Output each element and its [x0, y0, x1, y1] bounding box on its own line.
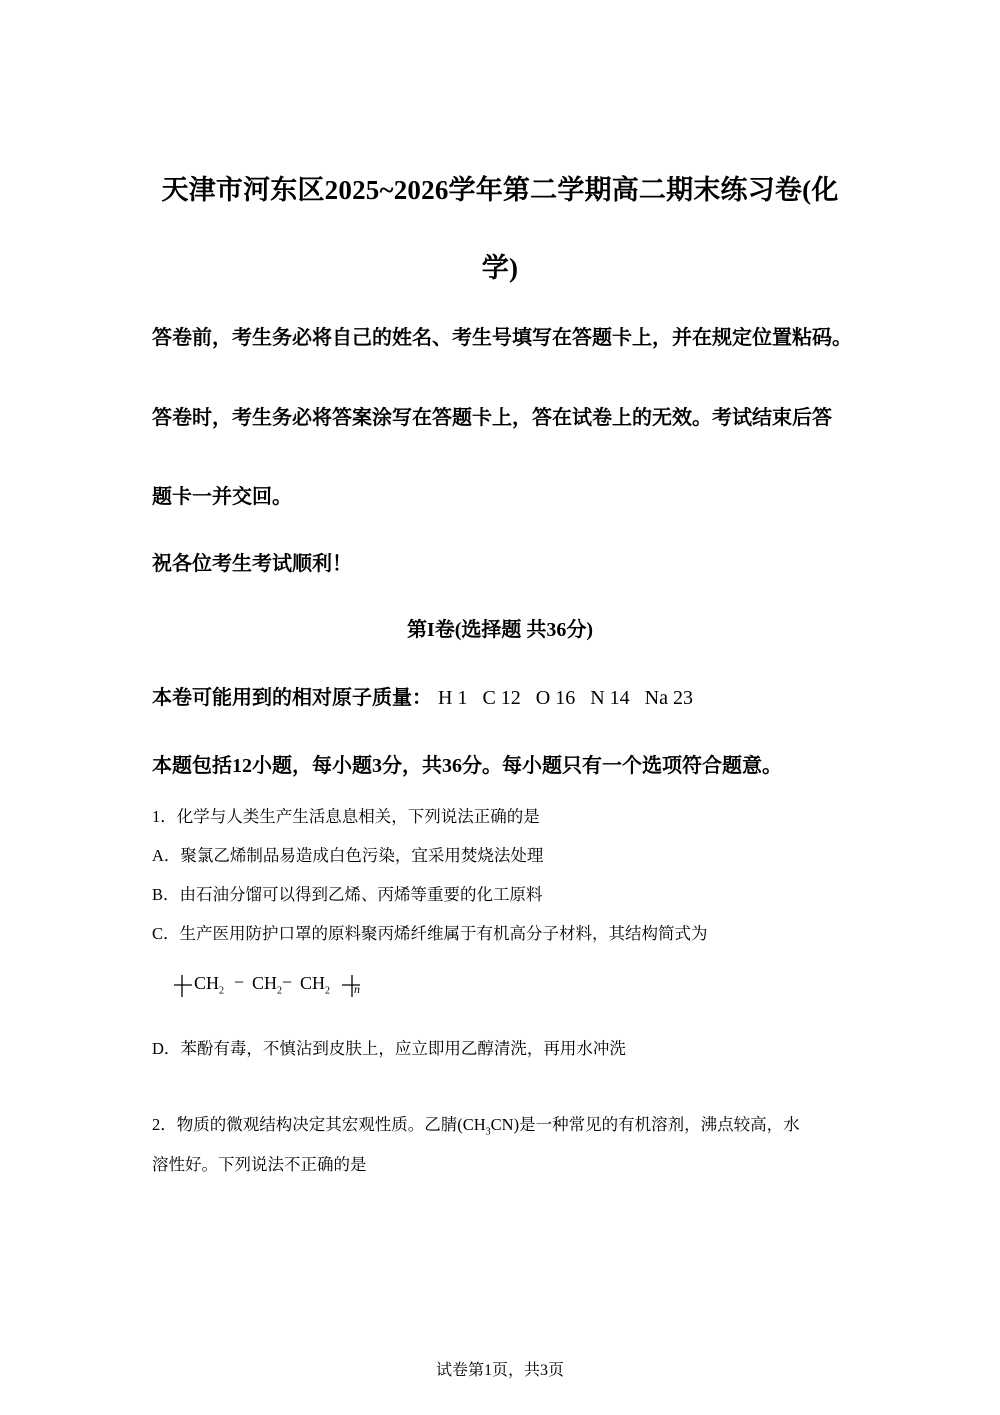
formula-dash-1: − [234, 972, 245, 992]
question-1-option-a: A．聚氯乙烯制品易造成白色污染，宜采用焚烧法处理 [152, 846, 544, 865]
question-1-option-d: D．苯酚有毒，不慎沾到皮肤上，应立即用乙醇清洗，再用水冲洗 [152, 1039, 626, 1058]
formula-unit-3: $CH_2$ [300, 973, 331, 997]
notice-line2a: 答卷时，考生务必将答案涂写在答题卡上，答在试卷上的无效。考试结束后答 [152, 407, 832, 429]
page-title-line1: 天津市河东区2025~2026学年第二学期高二期末练习卷(化 [161, 175, 839, 205]
question-1-stem: 1．化学与人类生产生活息息相关，下列说法正确的是 [152, 807, 540, 826]
formula-repeat-n: n [354, 982, 360, 996]
notice-line3: 祝各位考生考试顺利！ [152, 553, 352, 575]
formula-unit-1: $CH_2$ [194, 973, 225, 997]
question-1-option-c: C．生产医用防护口罩的原料聚丙烯纤维属于有机高分子材料，其结构简式为 [152, 924, 708, 943]
atomic-mass-line [152, 681, 693, 710]
section-heading: 第I卷(选择题 共36分) [406, 619, 594, 641]
question-2-stem-line2: 溶性好。下列说法不正确的是 [152, 1155, 367, 1174]
page-footer: 试卷第1页，共3页 [435, 1362, 564, 1379]
formula-unit-2: $CH_2$ [252, 973, 283, 997]
notice-line2b: 题卡一并交回。 [152, 486, 292, 508]
notice-line1: 答卷前，考生务必将自己的姓名、考生号填写在答题卡上，并在规定位置粘码。 [152, 327, 852, 349]
formula-dash-2: − [282, 972, 293, 992]
page-title-line2: 学) [481, 253, 519, 283]
section-instructions: 本题包括12小题，每小题3分，共36分。每小题只有一个选项符合题意。 [152, 755, 782, 777]
atomic-mass-label: 本卷可能用到的相对原子质量： [152, 687, 432, 709]
question-2-stem-line1: 2．物质的微观结构决定其宏观性质。乙腈$(CH_3CN)$是一种常见的有机溶剂，沸点较高，水 [152, 1115, 800, 1138]
atomic-mass-values: H 1 C 12 O 16 N 14 Na 23 [438, 687, 693, 709]
question-1-option-b: B．由石油分馏可以得到乙烯、丙烯等重要的化工原料 [152, 885, 543, 904]
